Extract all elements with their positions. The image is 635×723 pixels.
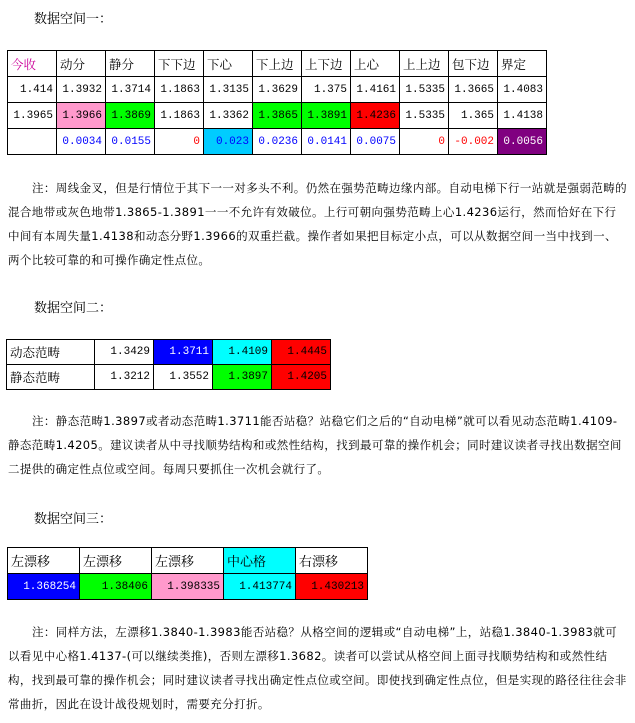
table2-row-1 (7, 340, 331, 365)
cell: 1.4109 (213, 340, 272, 365)
cell: 1.3665 (449, 77, 498, 103)
header-cell: 静分 (106, 51, 155, 77)
header-cell: 左漂移 (8, 548, 80, 574)
cell: 0.0141 (302, 129, 351, 155)
cell: 0 (400, 129, 449, 155)
cell: 1.365 (449, 103, 498, 129)
cell: 0.0075 (351, 129, 400, 155)
table1-header-row (8, 51, 547, 77)
header-cell: 下上边 (253, 51, 302, 77)
cell: 1.368254 (8, 574, 80, 600)
cell: 1.3552 (154, 365, 213, 390)
header-cell: 左漂移 (152, 548, 224, 574)
cell: 1.3711 (154, 340, 213, 365)
cell: 0.0236 (253, 129, 302, 155)
cell (8, 129, 57, 155)
header-cell: 上上边 (400, 51, 449, 77)
header-cell: 上下边 (302, 51, 351, 77)
cell: 1.4236 (351, 103, 400, 129)
cell: 1.3932 (57, 77, 106, 103)
data-table-1 (7, 50, 547, 155)
row-label: 静态范畴 (7, 365, 95, 390)
header-cell: 左漂移 (80, 548, 152, 574)
section1-note: 注：周线金叉，但是行情位于其下一一对多头不利。仍然在强势范畴边缘内部。自动电梯下行一站就是强弱范畴的混合地带或灰色地带1.3865-1.3891一一不允许有效破位。上行可朝向强势范畴上心1.4236运行，然而恰好在下行中间有本周失量1.4138和动态分野1.3966的双重拦截。操作者如果把目标定小点，可以从数据空间一当中找到一、两个比较可靠的和可操作确定性点位。 (8, 181, 627, 267)
header-cell: 右漂移 (296, 548, 368, 574)
table1-row-2 (8, 103, 547, 129)
table3-header-row (8, 548, 368, 574)
row-label: 动态范畴 (7, 340, 95, 365)
header-cell: 界定 (498, 51, 547, 77)
cell: 1.38406 (80, 574, 152, 600)
section3-note: 注：同样方法，左漂移1.3840-1.3983能否站稳？从格空间的逻辑或“自动电梯”上，站稳1.3840-1.3983就可以看见中心格1.4137-(可以继续类推)，否则左漂移1.3682。读者可以尝试从格空间上面寻找顺势结构和或然性结构，找到最可靠的操作机会；同时建议读者寻找出确定性点位或空间。即使找到确定性点位，但是实现的路径往往会非常曲折，因此在设计战役规划时，需要充分打折。 (8, 625, 627, 711)
section2-title: 数据空间二： (34, 301, 113, 316)
section1-title: 数据空间一： (34, 12, 113, 27)
cell: 0.0155 (106, 129, 155, 155)
cell: 1.3966 (57, 103, 106, 129)
header-cell: 今收 (8, 51, 57, 77)
header-cell: 包下边 (449, 51, 498, 77)
table3-value-row (8, 574, 368, 600)
cell: 1.4138 (498, 103, 547, 129)
cell: 1.3714 (106, 77, 155, 103)
header-cell: 动分 (57, 51, 106, 77)
cell: -0.002 (449, 129, 498, 155)
cell: 1.3429 (95, 340, 154, 365)
section2-note: 注：静态范畴1.3897或者动态范畴1.3711能否站稳？站稳它们之后的“自动电梯”就可以看见动态范畴1.4109-静态范畴1.4205。建议读者从中寻找顺势结构和或然性结构，找到最可靠的操作机会；同时建议读者寻找出数据空间二提供的确定性点位或空间。每周只要抓住一次机会就行了。 (8, 414, 622, 476)
header-cell: 上心 (351, 51, 400, 77)
cell: 1.3869 (106, 103, 155, 129)
cell: 1.3897 (213, 365, 272, 390)
cell: 1.4083 (498, 77, 547, 103)
cell: 0.0056 (498, 129, 547, 155)
data-table-2 (6, 339, 331, 390)
cell: 1.4205 (272, 365, 331, 390)
cell: 1.1863 (155, 103, 204, 129)
cell: 1.3629 (253, 77, 302, 103)
section3-title: 数据空间三： (34, 512, 113, 527)
cell: 0.023 (204, 129, 253, 155)
table1-row-3 (8, 129, 547, 155)
cell: 1.3362 (204, 103, 253, 129)
data-table-3 (7, 547, 368, 600)
cell: 1.3891 (302, 103, 351, 129)
table2-row-2 (7, 365, 331, 390)
cell: 0.0034 (57, 129, 106, 155)
cell: 1.398335 (152, 574, 224, 600)
cell: 1.4445 (272, 340, 331, 365)
cell: 1.414 (8, 77, 57, 103)
cell: 0 (155, 129, 204, 155)
cell: 1.3965 (8, 103, 57, 129)
header-cell: 下下边 (155, 51, 204, 77)
cell: 1.5335 (400, 103, 449, 129)
cell: 1.375 (302, 77, 351, 103)
table1-row-1 (8, 77, 547, 103)
header-cell: 中心格 (224, 548, 296, 574)
header-cell: 下心 (204, 51, 253, 77)
cell: 1.3212 (95, 365, 154, 390)
cell: 1.5335 (400, 77, 449, 103)
cell: 1.4161 (351, 77, 400, 103)
cell: 1.3135 (204, 77, 253, 103)
cell: 1.430213 (296, 574, 368, 600)
cell: 1.3865 (253, 103, 302, 129)
cell: 1.413774 (224, 574, 296, 600)
cell: 1.1863 (155, 77, 204, 103)
